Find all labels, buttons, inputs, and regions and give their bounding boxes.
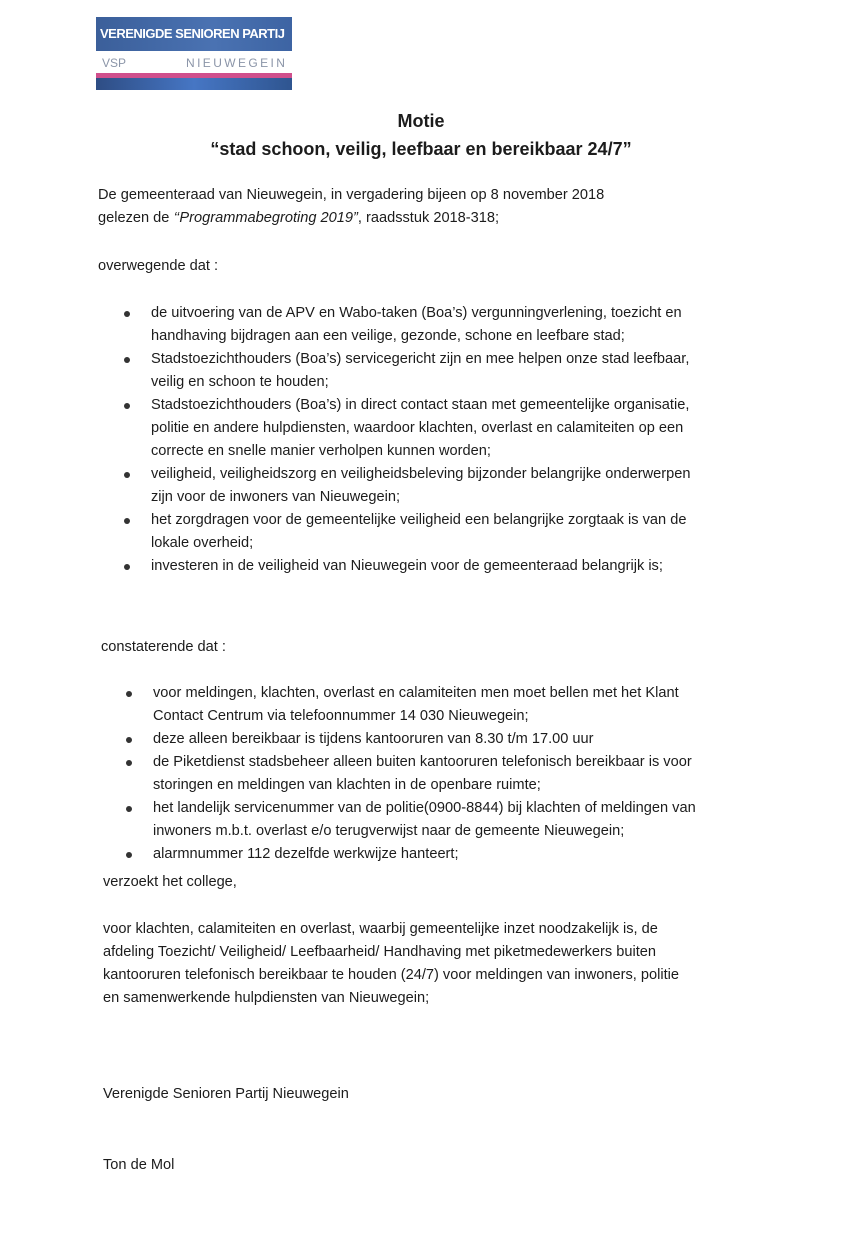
signature-name: Ton de Mol [103, 1157, 175, 1173]
list-item-line: Stadstoezichthouders (Boa’s) servicegericht zijn en mee helpen onze stad leefbaar, [151, 351, 690, 367]
request-line: voor klachten, calamiteiten en overlast, waarbij gemeentelijke inzet noodzakelijk is, de [103, 921, 658, 937]
intro-line-2-suffix: , raadsstuk 2018-318; [357, 210, 500, 226]
logo-city: NIEUWEGEIN [186, 56, 288, 70]
list-item-line: deze alleen bereikbaar is tijdens kantooruren van 8.30 t/m 17.00 uur [153, 731, 594, 747]
bullet-icon [126, 691, 132, 697]
logo-subtitle [96, 51, 292, 73]
logo-abbreviation: VSP [102, 56, 127, 70]
list-item-line: het landelijk servicenummer van de politie(0900-8844) bij klachten of meldingen van [153, 800, 696, 816]
considering-item [151, 463, 691, 509]
noting-list [153, 682, 696, 866]
considering-label: overwegende dat : [98, 258, 219, 274]
bullet-icon [124, 564, 130, 570]
list-item-line: politie en andere hulpdiensten, waardoor klachten, overlast en calamiteiten op een [151, 420, 684, 436]
budget-document-reference: ‘‘Programmabegroting 2019” [173, 210, 358, 226]
considering-item [151, 302, 691, 348]
intro-line-2-prefix: gelezen de [98, 210, 174, 226]
request-line: kantooruren telefonisch bereikbaar te houden (24/7) voor meldingen van inwoners, politie [103, 967, 679, 983]
request-line: afdeling Toezicht/ Veiligheid/ Leefbaarheid/ Handhaving met piketmedewerkers buiten [103, 944, 657, 960]
noting-label: constaterende dat : [101, 639, 226, 655]
list-item-line: alarmnummer 112 dezelfde werkwijze hanteert; [153, 846, 459, 862]
intro-line-1: De gemeenteraad van Nieuwegein, in vergadering bijeen op 8 november 2018 [98, 187, 605, 203]
list-item-line: correcte en snelle manier verholpen kunnen worden; [151, 443, 491, 459]
considering-item [151, 509, 691, 555]
signature-party: Verenigde Senioren Partij Nieuwegein [103, 1086, 349, 1102]
list-item-line: het zorgdragen voor de gemeentelijke veiligheid een belangrijke zorgtaak is van de [151, 512, 687, 528]
bullet-icon [126, 760, 132, 766]
list-item-line: Stadstoezichthouders (Boa’s) in direct contact staan met gemeentelijke organisatie, [151, 397, 690, 413]
request-label: verzoekt het college, [103, 874, 237, 890]
considering-list [151, 302, 691, 578]
bullet-icon [124, 311, 130, 317]
bullet-icon [126, 737, 132, 743]
list-item-line: investeren in de veiligheid van Nieuwegein voor de gemeenteraad belangrijk is; [151, 558, 663, 574]
bullet-icon [124, 357, 130, 363]
intro-paragraph [98, 184, 604, 230]
noting-item [153, 843, 696, 866]
bullet-icon [124, 518, 130, 524]
noting-item [153, 682, 696, 728]
bullet-icon [124, 403, 130, 409]
list-item-line: de uitvoering van de APV en Wabo-taken (Boa’s) vergunningverlening, toezicht en [151, 305, 682, 321]
party-logo [96, 17, 292, 95]
list-item-line: veiligheid, veiligheidszorg en veiligheidsbeleving bijzonder belangrijke onderwerpen [151, 466, 691, 482]
noting-item [153, 728, 696, 751]
request-line: en samenwerkende hulpdiensten van Nieuwegein; [103, 990, 430, 1006]
request-paragraph [103, 918, 679, 1010]
document-title: Motie [397, 111, 445, 131]
list-item-line: de Piketdienst stadsbeheer alleen buiten kantooruren telefonisch bereikbaar is voor [153, 754, 692, 770]
considering-item [151, 348, 691, 394]
noting-item [153, 797, 696, 843]
list-item-line: lokale overheid; [151, 535, 254, 551]
list-item-line: storingen en meldingen van klachten in de openbare ruimte; [153, 777, 541, 793]
bullet-icon [126, 806, 132, 812]
considering-item [151, 555, 691, 578]
intro-line-2 [98, 207, 604, 230]
considering-item [151, 394, 691, 463]
list-item-line: handhaving bijdragen aan een veilige, gezonde, schone en leefbare stad; [151, 328, 625, 344]
list-item-line: zijn voor de inwoners van Nieuwegein; [151, 489, 401, 505]
list-item-line: Contact Centrum via telefoonnummer 14 030 Nieuwegein; [153, 708, 529, 724]
bullet-icon [124, 472, 130, 478]
noting-item [153, 751, 696, 797]
document-subtitle: “stad schoon, veilig, leefbaar en bereikbaar 24/7” [210, 139, 632, 159]
list-item-line: inwoners m.b.t. overlast e/o terugverwijst naar de gemeente Nieuwegein; [153, 823, 625, 839]
logo-party-name: VERENIGDE SENIOREN PARTIJ [96, 17, 292, 51]
logo-blue-stripe [96, 78, 292, 90]
list-item-line: voor meldingen, klachten, overlast en calamiteiten men moet bellen met het Klant [153, 685, 679, 701]
list-item-line: veilig en schoon te houden; [151, 374, 329, 390]
bullet-icon [126, 852, 132, 858]
